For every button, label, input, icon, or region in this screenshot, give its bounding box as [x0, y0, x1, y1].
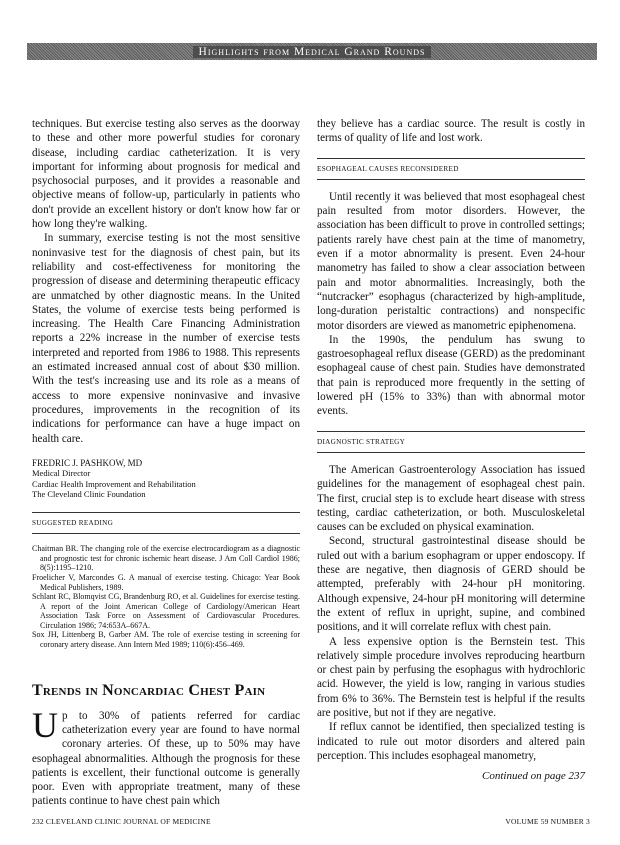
reference-item: Sox JH, Littenberg B, Garber AM. The role of exercise testing in screening for coronary artery disease. Ann Intern Med 1989; 110(6):456–469.: [32, 630, 300, 650]
section-banner: [27, 43, 597, 60]
left-column: [32, 117, 300, 809]
footer-volume: VOLUME 59 NUMBER 3: [505, 817, 590, 826]
reference-list: [32, 544, 300, 650]
continued-note: Continued on page 237: [482, 770, 585, 783]
section-heading-diagnostic: DIAGNOSTIC STRATEGY: [317, 431, 585, 453]
footer-journal: 232 CLEVELAND CLINIC JOURNAL OF MEDICINE: [32, 817, 211, 826]
author-dept: Cardiac Health Improvement and Rehabilitation: [32, 478, 196, 489]
section-heading-esophageal: ESOPHAGEAL CAUSES RECONSIDERED: [317, 158, 585, 180]
lead-paragraph: [32, 704, 300, 809]
author-title: Medical Director: [32, 468, 91, 479]
paragraph: techniques. But exercise testing also serves as the doorway to these and other more powerful studies for coronary disease, including cardiac catheterization. It is very important for informing about prognosis for medical and psychosocial purposes, and it provides a reasonable and objective means of follow-up, particularly in patients who don't provide an excellent history or don't know how far or how long they're walking.: [32, 118, 300, 231]
author-block: [32, 458, 300, 500]
paragraph: they believe has a cardiac source. The result is costly in terms of quality of life and lost work.: [317, 118, 585, 145]
lead-paragraph-text: p to 30% of patients referred for cardiac catheterization every year are found to have normal coronary arteries. Of these, up to 50% may have esophageal abnormalities. Although the prognosis for these patients is excellent, their functional outcome is generally poor. Even with appropriate treatment, many of these patients continue to have chest pain which: [32, 709, 300, 808]
paragraph: A less expensive option is the Bernstein test. This relatively simple procedure involves reproducing heartburn or chest pain by perfusing the esophagus with hydrochloric acid. However, the yield is low, ranging in various studies from 6% to 36%. The Bernstein test is helpful if the results are positive, but not if they are negative.: [317, 635, 585, 719]
paragraph: If reflux cannot be identified, then specialized testing is indicated to rule out motor disorders and altered pain perception. This includes esophageal manometry,: [317, 721, 585, 762]
article-title: Trends in Noncardiac Chest Pain: [32, 681, 266, 699]
section-heading-reading: SUGGESTED READING: [32, 512, 300, 534]
drop-cap: U: [32, 704, 58, 745]
banner-title: Highlights from Medical Grand Rounds: [193, 46, 432, 58]
reference-item: Chaitman BR. The changing role of the exercise electrocardiogram as a diagnostic and prognostic test for chronic ischemic heart disease. J Am Coll Cardiol 1986; 8(5):1195–1210.: [32, 544, 300, 573]
paragraph: The American Gastroenterology Association has issued guidelines for the management of esophageal chest pain. The first, crucial step is to exclude heart disease with stress testing, cardiac catheterization, or both. Musculoskeletal causes can be excluded on physical examination.: [317, 463, 585, 534]
right-column: [317, 117, 585, 783]
paragraph: In summary, exercise testing is not the most sensitive noninvasive test for the diagnosis of chest pain, but its reliability and cost-effectiveness for monitoring the progression of disease and determining therapeutic efficacy are unmatched by other diagnostic means. In the United States, the volume of exercise tests being performed is increasing. The Health Care Financing Administration reports a 22% increase in the number of exercise tests interpreted and reported from 1986 to 1988. This represents an estimated increased annual cost of about $30 million. With the test's increasing use and its role as a means of access to more expensive noninvasive and invasive procedures, improvements in the recognition of its indications for performance can have a huge impact on health care.: [32, 232, 300, 445]
reference-item: Schlant RC, Blomqvist CG, Brandenburg RO, et al. Guidelines for exercise testing. A report of the Joint American College of Cardiology/American Heart Association Task Force on Assessment of Cardiovascular Procedures. Circulation 1986; 74:653A–667A.: [32, 592, 300, 630]
paragraph: Second, structural gastrointestinal disease should be ruled out with a barium esophagram or upper endoscopy. If these are negative, then diagnosis of GERD should be attempted, preferably with 24-hour pH monitoring. Although expensive, 24-hour pH monitoring will determine the extent of reflux in upright, supine, and combined positions, and it will correlate reflux with chest pain.: [317, 535, 585, 634]
author-name: FREDRIC J. PASHKOW, MD: [32, 457, 143, 468]
author-org: The Cleveland Clinic Foundation: [32, 489, 146, 500]
paragraph: Until recently it was believed that most esophageal chest pain resulted from motor disorders. However, the association has been difficult to prove in controlled settings; patients rarely have chest pain at the time of manometry, even if a motor abnormality is present. Even 24-hour manometry has failed to show a clear association between pain and motor abnormalities. Increasingly, both the “nutcracker” esophagus (characterized by high-amplitude, long-duration peristaltic contractions) and nonspecific motor disorders are viewed as manometric epiphenomena.: [317, 190, 585, 332]
paragraph: In the 1990s, the pendulum has swung to gastroesophageal reflux disease (GERD) as the predominant esophageal cause of chest pain. Studies have demonstrated that pain is reproduced more frequently in the setting of lowered pH (15% to 33%) than with abnormal motor events.: [317, 333, 586, 418]
reference-item: Froelicher V, Marcondes G. A manual of exercise testing. Chicago: Year Book Medical Publishers, 1989.: [32, 572, 300, 592]
